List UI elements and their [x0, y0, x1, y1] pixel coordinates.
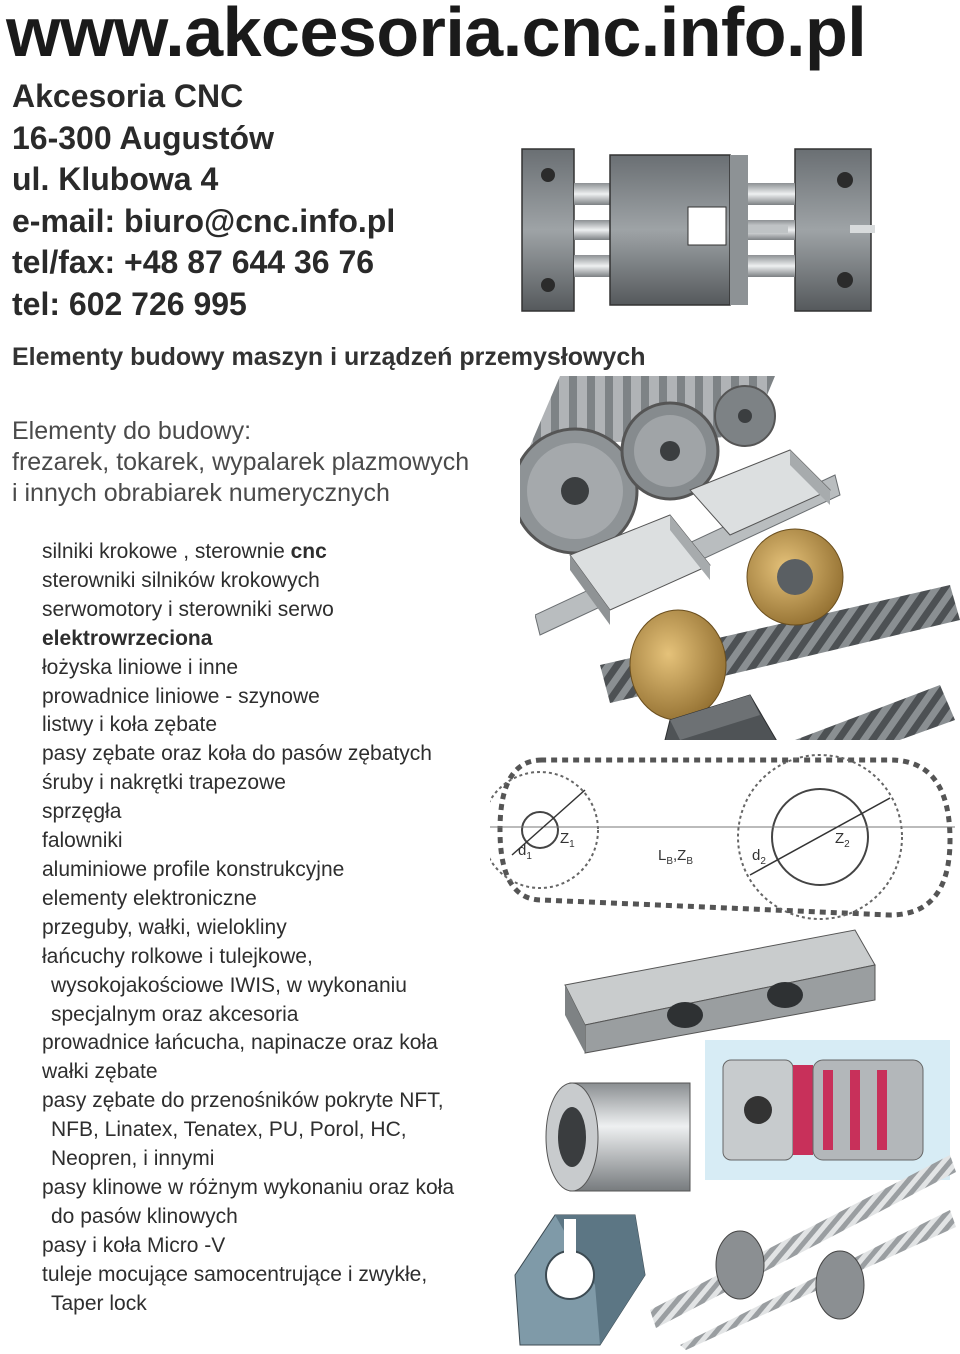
phone-line: tel: 602 726 995 — [12, 285, 247, 322]
list-item: pasy zębate oraz koła do pasów zębatych — [42, 742, 432, 766]
shaft-clamp-image — [555, 925, 880, 1055]
list-item-bold: elektrowrzeciona — [42, 626, 213, 650]
list-item: sprzęgła — [42, 800, 122, 824]
intro-line: frezarek, tokarek, wypalarek plazmowych — [12, 448, 470, 476]
product-list — [42, 538, 454, 1318]
headline: Elementy budowy maszyn i urządzeń przemysłowych — [12, 343, 646, 371]
intro-line: Elementy do budowy: — [12, 417, 252, 445]
address-street: ul. Klubowa 4 — [12, 161, 219, 197]
site-url-heading: www.akcesoria.cnc.info.pl — [6, 0, 867, 71]
list-item: pasy klinowe w różnym wykonaniu oraz koła — [42, 1175, 455, 1199]
list-item: pasy i koła Micro -V — [42, 1233, 226, 1257]
company-name: Akcesoria CNC — [12, 78, 244, 114]
intro-block — [12, 416, 469, 509]
list-item: specjalnym oraz akcesoria — [51, 1002, 299, 1026]
list-item — [42, 625, 454, 654]
list-item: falowniki — [42, 829, 123, 853]
contact-block — [12, 76, 395, 325]
list-item: łożyska liniowe i inne — [42, 655, 239, 679]
shaft-support-image — [500, 1205, 650, 1350]
telfax-line: tel/fax: +48 87 644 36 76 — [12, 244, 375, 280]
list-item: tuleje mocujące samocentrujące i zwykłe, — [42, 1262, 428, 1286]
timing-belt-diagram — [490, 740, 960, 925]
list-item: wysokojakościowe IWIS, w wykonaniu — [51, 973, 407, 997]
list-item: pasy zębate do przenośników pokryte NFT, — [42, 1089, 444, 1113]
list-item: do pasów klinowych — [51, 1204, 238, 1228]
ball-screw-image — [650, 1150, 960, 1350]
list-item-bold: cnc — [290, 540, 327, 563]
list-item: prowadnice łańcucha, napinacze oraz koła — [42, 1031, 438, 1055]
intro-line: i innych obrabiarek numerycznych — [12, 479, 390, 507]
list-item: serwomotory i sterowniki serwo — [42, 597, 334, 621]
list-item: sterowniki silników krokowych — [42, 568, 320, 592]
list-item-text: silniki krokowe , sterownie — [42, 540, 291, 563]
list-item: przeguby, wałki, wielokliny — [42, 915, 287, 939]
list-item: listwy i koła zębate — [42, 713, 218, 737]
label-z1: $Z_1$ — [560, 830, 575, 850]
list-item — [42, 538, 454, 567]
list-item: aluminiowe profile konstrukcyjne — [42, 857, 345, 881]
list-item: prowadnice liniowe - szynowe — [42, 684, 320, 708]
label-lb-zb: $L_B,Z_B$ — [658, 847, 694, 867]
label-d2: $d_2$ — [752, 847, 766, 867]
label-d1: $d_1$ — [518, 842, 532, 862]
list-item: śruby i nakrętki trapezowe — [42, 771, 286, 795]
list-item: wałki zębate — [42, 1060, 158, 1084]
list-item: łańcuchy rolkowe i tulejkowe, — [42, 944, 313, 968]
list-item: NFB, Linatex, Tenatex, PU, Porol, HC, — [51, 1118, 407, 1142]
label-z2: $Z_2$ — [835, 830, 850, 850]
list-item: Neopren, i innymi — [51, 1147, 215, 1171]
linear-slide-image — [520, 145, 875, 315]
address-city: 16-300 Augustów — [12, 119, 274, 156]
email-line: e-mail: biuro@cnc.info.pl — [12, 202, 396, 239]
list-item: Taper lock — [51, 1291, 147, 1315]
list-item: elementy elektroniczne — [42, 886, 257, 910]
